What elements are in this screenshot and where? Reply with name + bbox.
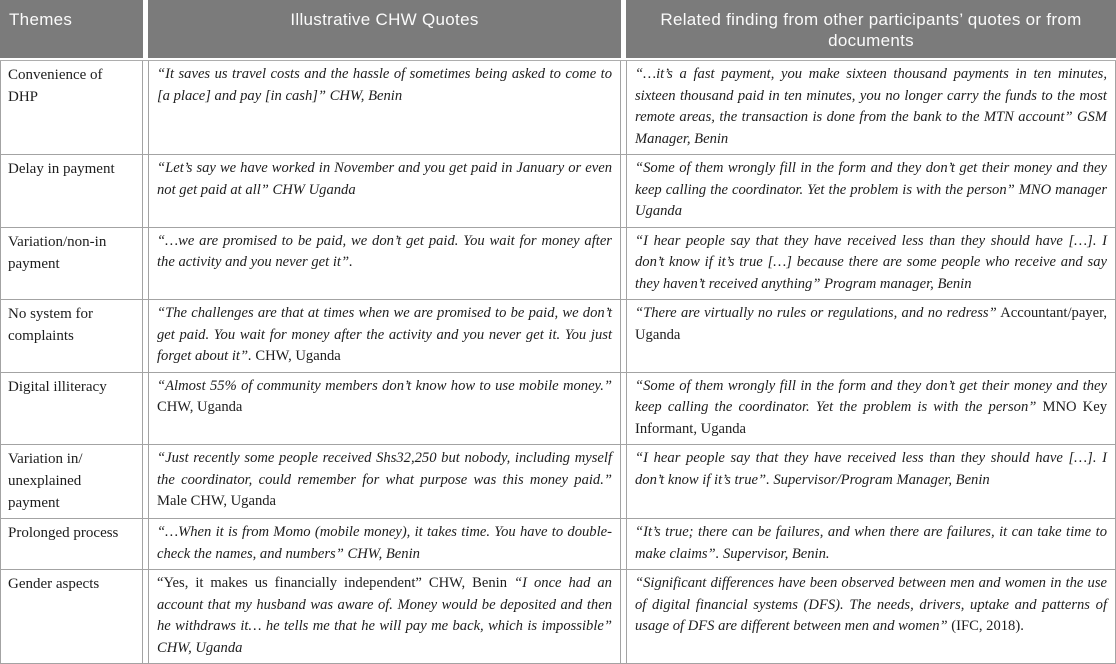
quote-segment: Accountant/payer, Uganda [635, 305, 1107, 343]
quote-segment: (IFC, 2018). [947, 618, 1024, 634]
quote-segment: “Almost 55% of community members don’t know how to use mobile money.” [157, 377, 612, 394]
quote-segment: “Some of them wrongly fill in the form and they don’t get their money and they keep calling the coordinator. Yet the problem is with the person” [635, 377, 1107, 415]
quote-segment: “There are virtually no rules or regulations, and no redress” [635, 305, 997, 321]
quote-segment: MNO Key Informant, Uganda [635, 399, 1107, 437]
quote-segment: Male CHW, Uganda [157, 493, 277, 509]
related-finding-cell [626, 373, 1116, 445]
quote-segment: “Let’s say we have worked in November and you get paid in January or even not get paid at all” CHW Uganda [157, 160, 612, 198]
chw-quote-cell [148, 155, 621, 227]
quote-segment: “I hear people say that they have received less than they should have […]. I don’t know if it’s true […] because there are some people who receive and say they haven’t received anything” Program manager, Benin [635, 232, 1107, 292]
quote-segment: “It saves us travel costs and the hassle of sometimes being asked to come to [a place] and pay [in cash]” CHW, Benin [157, 66, 612, 104]
chw-quote-cell [148, 570, 621, 663]
chw-quote-cell [148, 445, 621, 518]
quote-segment: “I once had an account that my husband was aware of. Money would be deposited and then he withdraws it… he tells me that he will pay me back, which is impossible” CHW, Uganda [157, 575, 612, 656]
table-row-prolonged-process [0, 519, 1116, 570]
theme-cell: Delay in payment [0, 155, 143, 227]
column-header-chw-quotes: Illustrative CHW Quotes [148, 0, 621, 58]
table-row-unexplained-payment [0, 445, 1116, 519]
table-body [0, 60, 1116, 664]
table-row-variation-non-payment [0, 228, 1116, 301]
chw-quote-cell [148, 519, 621, 569]
related-finding-cell [626, 570, 1116, 663]
quote-segment: “The challenges are that at times when we are promised to be paid, we don’t get paid. You wait for money after the activity and you never get it. You just forget about it”. [157, 305, 612, 364]
column-header-related-findings: Related finding from other participants’ quotes or from documents [626, 0, 1116, 58]
quote-segment: “Yes, it makes us financially independent” CHW, Benin [157, 575, 515, 591]
quote-segment: “…When it is from Momo (mobile money), it takes time. You have to double-check the names, and numbers” CHW, Benin [157, 524, 612, 562]
theme-cell: Variation in/ unexplained payment [0, 445, 143, 518]
chw-quote-cell [148, 373, 621, 445]
theme-cell: Convenience of DHP [0, 61, 143, 154]
theme-cell: No system for complaints [0, 300, 143, 372]
chw-quote-cell [148, 300, 621, 372]
table-row-digital-illiteracy [0, 373, 1116, 446]
quote-segment: “It’s true; there can be failures, and when there are failures, it can take time to make claims”. Supervisor, Benin. [635, 524, 1107, 562]
quote-segment: CHW, Uganda [157, 399, 243, 415]
quote-segment: CHW, Uganda [251, 348, 341, 364]
table-row-gender-aspects [0, 570, 1116, 664]
quote-segment: “Just recently some people received Shs32,250 but nobody, including myself the coordinator, could remember for what purpose was this money paid.” [157, 450, 612, 488]
quote-segment: “Some of them wrongly fill in the form and they don’t get their money and they keep calling the coordinator. Yet the problem is with the person” MNO manager Uganda [635, 160, 1107, 219]
theme-cell: Variation/non-in payment [0, 228, 143, 300]
column-header-themes: Themes [0, 0, 143, 58]
related-finding-cell [626, 228, 1116, 300]
quote-segment: “I hear people say that they have received less than they should have […]. I don’t know if it’s true”. Supervisor/Program Manager, Benin [635, 450, 1107, 488]
quote-segment: “Significant differences have been observed between men and women in the use of digital financial systems (DFS). The needs, drivers, uptake and patterns of usage of DFS are different between men and women” [635, 575, 1107, 634]
related-finding-cell [626, 300, 1116, 372]
quote-segment: “…we are promised to be paid, we don’t get paid. You wait for money after the activity and you never get it”. [157, 232, 612, 270]
quote-segment: “…it’s a fast payment, you make sixteen thousand payments in ten minutes, sixteen thousand paid in ten minutes, you no longer carry the funds to the most remote areas, the transaction is done from the bank to the MTN account” GSM Manager, Benin [635, 66, 1107, 147]
theme-cell: Digital illiteracy [0, 373, 143, 445]
table-row-delay [0, 155, 1116, 228]
chw-quote-cell [148, 61, 621, 154]
table-row-no-complaints-system [0, 300, 1116, 373]
theme-cell: Gender aspects [0, 570, 143, 663]
theme-cell: Prolonged process [0, 519, 143, 569]
related-finding-cell [626, 445, 1116, 518]
related-finding-cell [626, 519, 1116, 569]
chw-quote-cell [148, 228, 621, 300]
related-finding-cell [626, 61, 1116, 154]
related-finding-cell [626, 155, 1116, 227]
table-header-row [0, 0, 1116, 58]
table-row-convenience [0, 61, 1116, 155]
